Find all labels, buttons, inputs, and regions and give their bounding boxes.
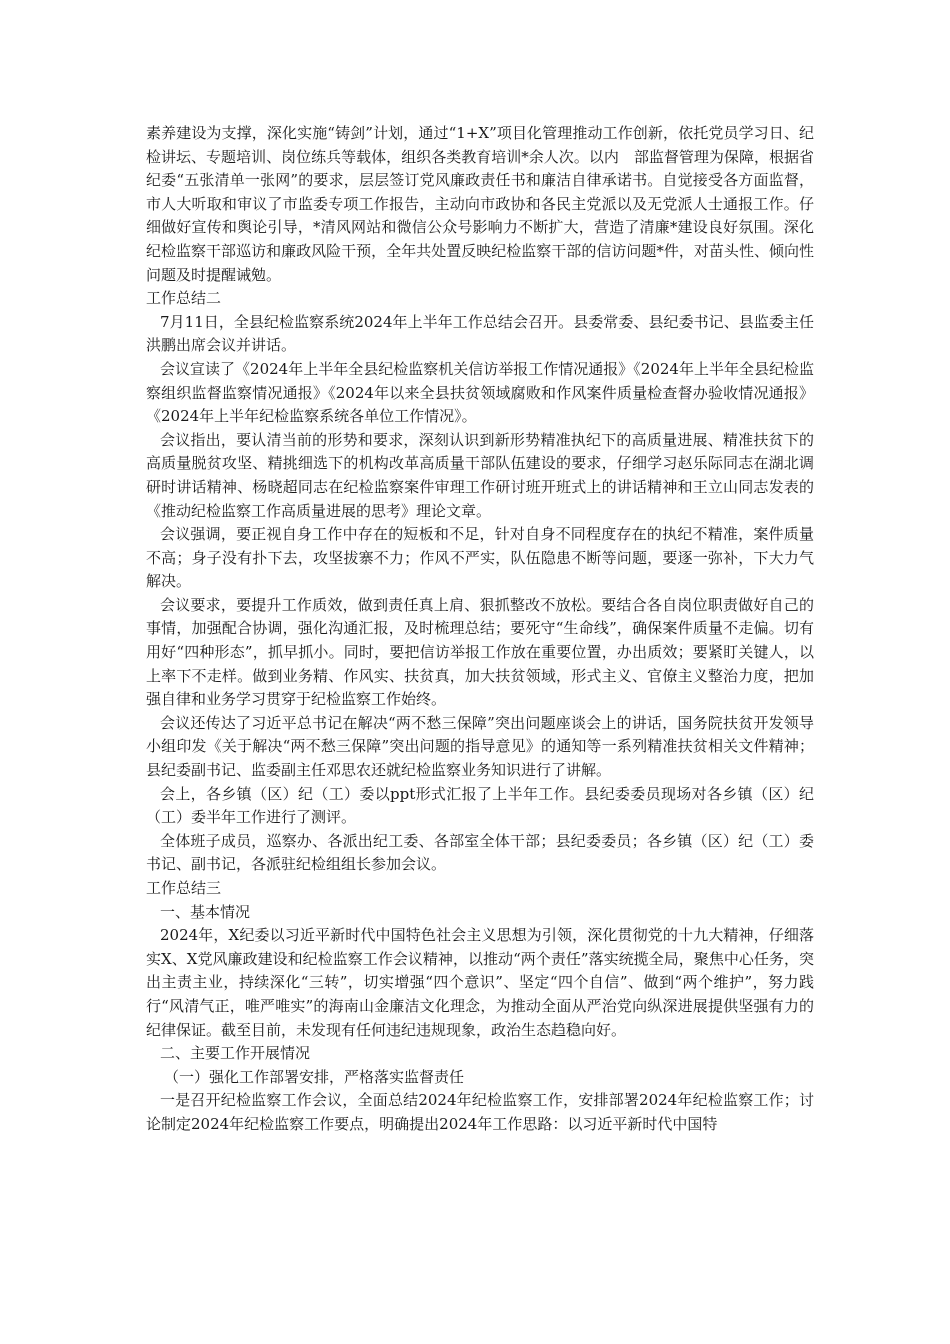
- section-heading-summary-3: 工作总结三: [146, 879, 222, 897]
- paragraph: 会议强调，要正视自身工作中存在的短板和不足，针对自身不同程度存在的执纪不精准，案件质量不高；身子没有扑下去，攻坚拔寨不力；作风不严实，队伍隐患不断等问题，要逐一弥补，下大力气解决。: [146, 525, 814, 591]
- paragraph: 一是召开纪检监察工作会议，全面总结2024年纪检监察工作，安排部署2024年纪检监察工作；讨论制定2024年纪检监察工作要点，明确提出2024年工作思路：以习近平新时代中国特: [146, 1091, 814, 1133]
- subheading-main-work: 二、主要工作开展情况: [160, 1044, 311, 1063]
- paragraph: 会议宣读了《2024年上半年全县纪检监察机关信访举报工作情况通报》《2024年上半年全县纪检监察组织监督监察情况通报》《2024年以来全县扶贫领域腐败和作风案件质量检查督办验收情况通报》《2024年上半年纪检监察系统各单位工作情况》。: [146, 359, 814, 426]
- section-heading-summary-2: 工作总结二: [146, 289, 222, 308]
- paragraph: 全体班子成员，巡察办、各派出纪工委、各部室全体干部；县纪委委员；各乡镇（区）纪（工）委书记、副书记，各派驻纪检组组长参加会议。: [146, 831, 814, 874]
- paragraph: 2024年，X纪委以习近平新时代中国特色社会主义思想为引领，深化贯彻党的十九大精神，仔细落实X、X党风廉政建设和纪检监察工作会议精神，以推动“两个责任”落实统揽全局，聚焦中心任务，突出主责主业，持续深化“三转”，切实增强“四个意识”、坚定“四个自信”、做到“两个维护”，努力践行“风清气正，唯严唯实”的海南山金廉洁文化理念，为推动全面从严治党向纵深进展提供坚强有力的纪律保证。截至目前，未发现有任何违纪违规现象，政治生态趋稳向好。: [146, 926, 814, 1039]
- document-body: [146, 122, 814, 1137]
- paragraph: 7月11日，全县纪检监察系统2024年上半年工作总结会召开。县委常委、县纪委书记、县监委主任洪鹏出席会议并讲话。: [146, 312, 814, 355]
- paragraph: 会议还传达了习近平总书记在解决“两不愁三保障”突出问题座谈会上的讲话，国务院扶贫开发领导小组印发《关于解决“两不愁三保障”突出问题的指导意见》的通知等一系列精准扶贫相关文件精神；县纪委副书记、监委副主任邓思农还就纪检监察业务知识进行了讲解。: [146, 713, 814, 780]
- paragraph: 会上，各乡镇（区）纪（工）委以ppt形式汇报了上半年工作。县纪委委员现场对各乡镇（区）纪（工）委半年工作进行了测评。: [146, 784, 814, 827]
- paragraph: 会议要求，要提升工作质效，做到责任真上肩、狠抓整改不放松。要结合各自岗位职责做好自己的事情，加强配合协调，强化沟通汇报，及时梳理总结；要死守“生命线”，确保案件质量不走偏。切有用好“四种形态”，抓早抓小。同时，要把信访举报工作放在重要位置，办出质效；要紧盯关键人，以上率下不走样。做到业务精、作风实、扶贫真，加大扶贫领域，形式主义、官僚主义整治力度，把加强自律和业务学习贯穿于纪检监察工作始终。: [146, 595, 814, 709]
- paragraph-continuation: 素养建设为支撑，深化实施“铸剑”计划，通过“1+X”项目化管理推动工作创新，依托党员学习日、纪检讲坛、专题培训、岗位练兵等载体，组织各类教育培训*余人次。以内 部监督管理为保障，根据省纪委“五张清单一张网”的要求，层层签订党风廉政责任书和廉洁自律承诺书。自觉接受各方面监督，市人大听取和审议了市监委专项工作报告，主动向市政协和各民主党派以及无党派人士通报工作。仔细做好宣传和舆论引导，*清风网站和微信公众号影响力不断扩大，营造了清廉*建设良好氛围。深化纪检监察干部巡访和廉政风险干预，全年共处置反映纪检监察干部的信访问题*件，对苗头性、倾向性问题及时提醒诫勉。: [146, 124, 814, 284]
- paragraph: 会议指出，要认清当前的形势和要求，深刻认识到新形势精准执纪下的高质量进展、精准扶贫下的高质量脱贫攻坚、精挑细选下的机构改革高质量干部队伍建设的要求，仔细学习赵乐际同志在湖北调研时讲话精神、杨晓超同志在纪检监察案件审理工作研讨班开班式上的讲话精神和王立山同志发表的《推动纪检监察工作高质量进展的思考》理论文章。: [146, 430, 814, 520]
- subheading-basic-situation: 一、基本情况: [160, 902, 251, 921]
- subheading-item-1: （一）强化工作部署安排，严格落实监督责任: [164, 1067, 465, 1086]
